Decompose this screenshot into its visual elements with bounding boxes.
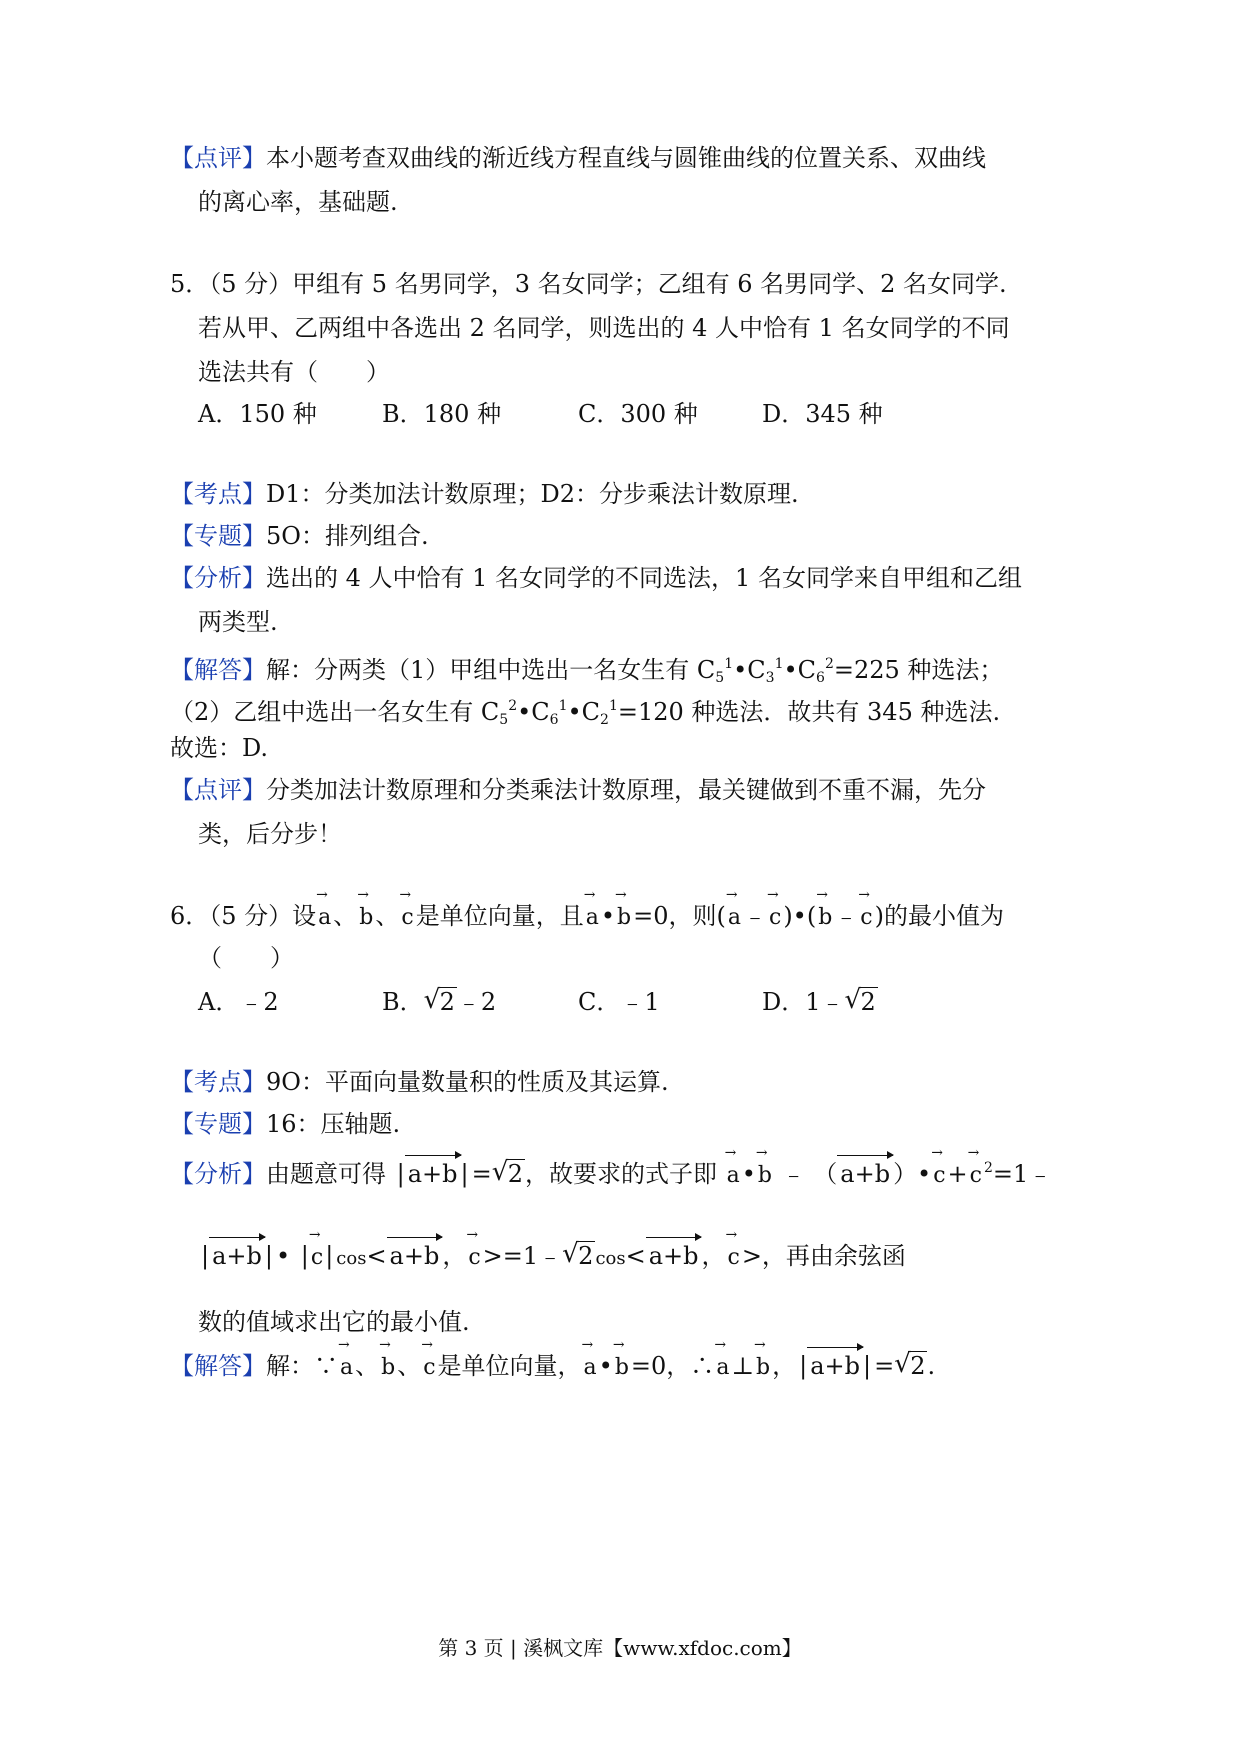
q5-zhuanti: 【专题】5O：排列组合. xyxy=(170,522,429,550)
q5-fenxi-1: 【分析】选出的 4 人中恰有 1 名女同学的不同选法，1 名女同学来自甲组和乙组 xyxy=(170,564,1022,592)
q5-dianping-2: 类，后分步！ xyxy=(198,820,342,848)
q6-stem-1: 6．（5 分）设→ a、→ b、→ c是单位向量，且→ a•→ b=0，则(→ a﹣→ c)•(→ b﹣→ c)的最小值为 xyxy=(170,900,1004,934)
q5-stem-3: 选法共有（ ） xyxy=(198,358,390,386)
review-tag: 【点评】 xyxy=(170,144,266,172)
q5-stem-2: 若从甲、乙两组中各选出 2 名同学，则选出的 4 人中恰有 1 名女同学的不同 xyxy=(198,314,1010,342)
q6-fenxi-2: | a+b | • |→ c| cos< a+b ，→ c>=1﹣ √ 2 cos< a+b ，→ c>，再由余弦函 xyxy=(198,1240,906,1275)
q5-fenxi-2: 两类型. xyxy=(198,608,278,636)
q5-jieda-2: （2）乙组中选出一名女生有 $C_5^2•C_6^1•C_2^1=120$ 种选法．故共有 345 种选法. xyxy=(170,698,1001,728)
q6-option-d: D．1﹣ √ 2 xyxy=(762,985,876,1016)
q5-dianping-1: 【点评】分类加法计数原理和分类乘法计数原理，最关键做到不重不漏，先分 xyxy=(170,776,986,804)
q6-stem-2: （ ） xyxy=(198,944,294,972)
q5-option-b: B．180 种 xyxy=(382,400,502,428)
review-text-1: 本小题考查双曲线的渐近线方程直线与圆锥曲线的位置关系、双曲线 xyxy=(266,144,986,172)
q6-jieda: 【解答】解：∵→ a、→ b、→ c是单位向量，→ a•→ b=0，∴→ a⊥→ b， | a+b | = √ 2. xyxy=(170,1350,935,1384)
q6-option-b: B． √ 2﹣2 xyxy=(382,985,497,1016)
q6-option-c: C．﹣1 xyxy=(578,988,660,1016)
q5-jieda-1: 【解答】解：分两类（1）甲组中选出一名女生有 $C_5^1•C_3^1•C_6^2=225$ 种选法； xyxy=(170,656,1004,686)
q5-option-d: D．345 种 xyxy=(762,400,883,428)
q6-kaodian: 【考点】9O：平面向量数量积的性质及其运算. xyxy=(170,1068,669,1096)
q5-answer: 故选：D. xyxy=(170,734,269,762)
q6-fenxi-3: 数的值域求出它的最小值. xyxy=(198,1308,470,1336)
q5-option-a: A．150 种 xyxy=(198,400,317,428)
q5-option-c: C．300 种 xyxy=(578,400,698,428)
review-line-1 xyxy=(170,142,986,174)
review-line-2 xyxy=(198,186,398,218)
q6-option-a: A．﹣2 xyxy=(198,988,279,1016)
q5-stem-1: 5．（5 分）甲组有 5 名男同学，3 名女同学；乙组有 6 名男同学、2 名女同学. xyxy=(170,270,1007,298)
sqrt-icon: √ 2 xyxy=(844,985,876,1016)
q5-kaodian: 【考点】D1：分类加法计数原理；D2：分步乘法计数原理. xyxy=(170,480,799,508)
page-footer: 第 3 页 | 溪枫文库【www.xfdoc.com】 xyxy=(438,1636,802,1660)
review-text-2: 的离心率，基础题. xyxy=(198,188,398,216)
q6-zhuanti: 【专题】16：压轴题. xyxy=(170,1110,401,1138)
sqrt-icon: √ 2 xyxy=(423,985,455,1016)
q6-fenxi-1: 【分析】由题意可得 | a+b | = √ 2，故要求的式子即 → a•→ b ﹣ （ a+b ）•→ c+→ c $^2$=1﹣ xyxy=(170,1152,1052,1192)
